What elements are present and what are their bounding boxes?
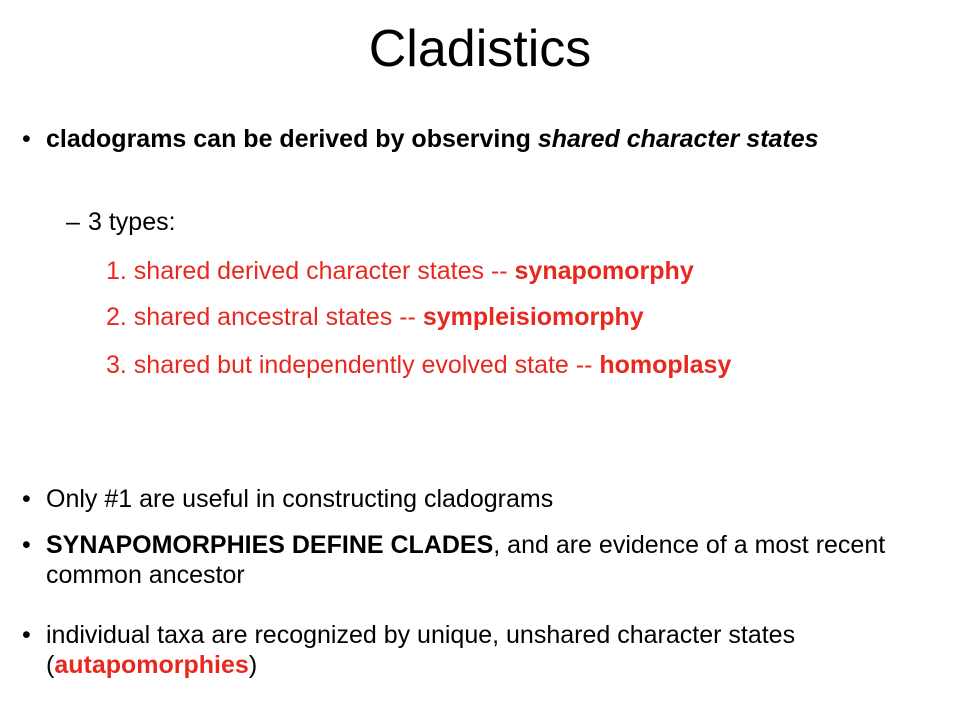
sub-bullet-dash: – [66, 208, 80, 236]
bullet-text: SYNAPOMORPHIES DEFINE CLADES, and are evidence of a most recent common ancestor [46, 531, 886, 589]
term-synapomorphy: synapomorphy [514, 257, 694, 285]
term-sympleisiomorphy: sympleisiomorphy [422, 303, 644, 331]
type-item-synapomorphy: 1. shared derived character states -- synapomorphy [106, 257, 694, 285]
bullet-cladograms [22, 124, 922, 154]
bullet-autapomorphies [22, 620, 922, 680]
synapomorphies-emphasis: SYNAPOMORPHIES DEFINE CLADES [46, 531, 494, 559]
shared-character-states-emphasis: shared character states [537, 125, 819, 153]
bullet-text: Only #1 are useful in constructing cladograms [46, 485, 554, 513]
bullet-dot: • [22, 485, 31, 513]
bullet-text: individual taxa are recognized by unique, unshared character states (autapomorphies) [46, 621, 796, 679]
slide-title: Cladistics [368, 20, 592, 78]
bullet-dot: • [22, 621, 31, 649]
term-homoplasy: homoplasy [599, 351, 732, 379]
bullet-text: cladograms can be derived by observing shared character states [46, 125, 819, 153]
sub-bullet-types [66, 207, 176, 237]
bullet-dot: • [22, 125, 31, 153]
type-item-sympleisiomorphy: 2. shared ancestral states -- sympleisiomorphy [106, 303, 644, 331]
bullet-dot: • [22, 531, 31, 559]
sub-bullet-text: 3 types: [88, 208, 176, 236]
bullet-synapomorphies-define-clades [22, 530, 922, 590]
bullet-only-1 [22, 484, 922, 514]
type-item-homoplasy: 3. shared but independently evolved state -- homoplasy [106, 351, 732, 379]
term-autapomorphies: autapomorphies [54, 651, 249, 679]
